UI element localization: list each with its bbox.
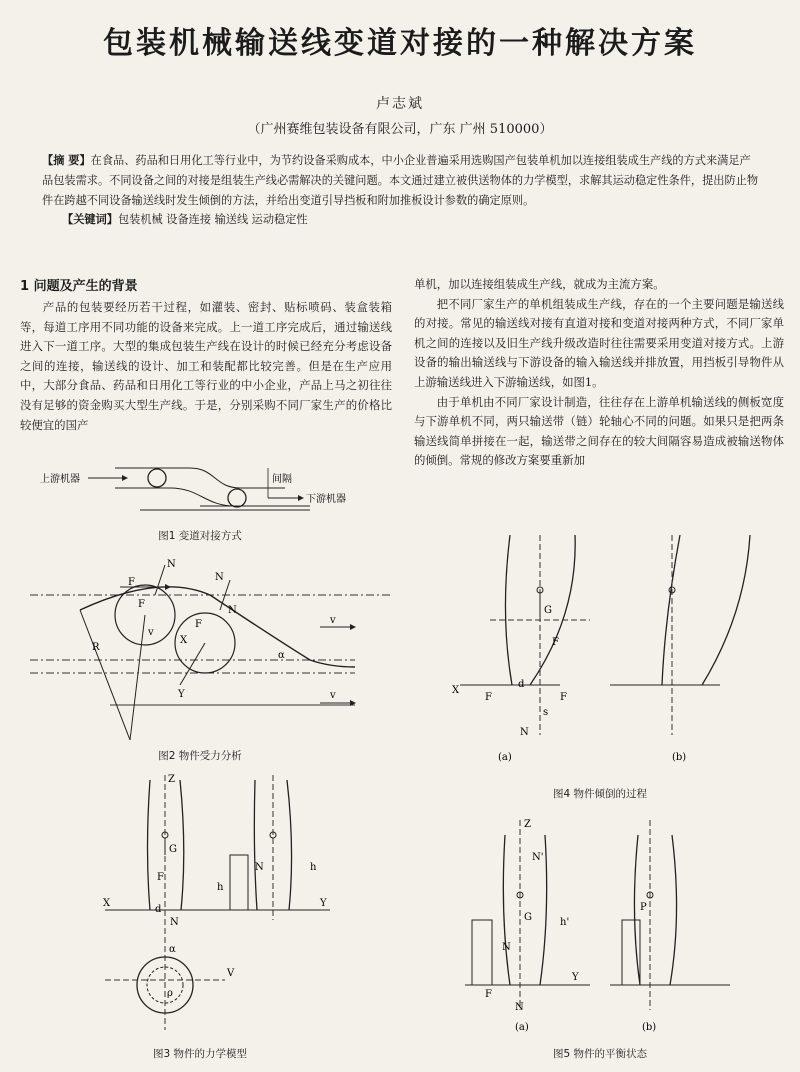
figure-3-caption: 图3 物件的力学模型 [152,1048,248,1060]
keywords-text: 包装机械 设备连接 输送线 运动稳定性 [117,213,308,226]
fig4-sub-a: (a) [498,752,512,763]
paragraph-2: 把不同厂家生产的单机组装成生产线，存在的一个主要问题是输送线的对接。常见的输送线对接有直道对接和变道对接两种方式，不同厂家单机之间的连接以及旧生产线升级改造时往往需要采用变道对接方式。上游设备的输出输送线与下游设备的输入输送线并排放置，用挡板引导物件从上游输送线进入下游输送线，如图1。 [414,296,784,389]
fig2-label-N1: N [215,572,224,583]
paragraph-1: 产品的包装要经历若干过程，如灌装、密封、贴标喷码、装盒装箱等，每道工序用不同功能的设备来完成。上一道工序完成后，通过输送线进入下一道工序。大型的集成包装生产线在设计的时候已经充分考虑设备之间的连接，输送线的设计、加工和装配都比较完善。但是在生产应用中，大部分食品、药品和日用化工等行业的中小企业，产品上马之初往往没有足够的资金购买大型生产线。于是，分别采购不同厂家生产的价格比较便宜的国产 [20,300,392,432]
fig2-label-F2: F [195,619,202,630]
fig5-label-h: h' [560,917,570,928]
abstract-text: 在食品、药品和日用化工等行业中，为节约设备采购成本，中小企业普遍采用选购国产包装单机加以连接组装成生产线的方式来满足产品包装需求。不同设备之间的对接是组装生产线必需解决的关键问题。本文通过建立被供送物体的力学模型，求解其运动稳定性条件，提出防止物件在跨越不同设备输送线时发生倾倒的方法，并给出变道引导挡板和附加推板设计参数的确定原则。 [42,154,759,207]
fig2-label-v0: v [330,615,336,626]
figure-1 [40,458,390,518]
paragraph-1-continued: 单机，加以连接组装成生产线，就成为主流方案。 [414,277,665,291]
fig3-label-d: d [155,904,162,915]
fig3-label-N: N [255,862,264,873]
fig4-label-F4: F [560,692,567,703]
figure-4 [440,535,780,770]
fig4-label-F: F [552,637,559,648]
fig2-label-R: R [92,642,100,653]
fig4-label-Nd: N [520,727,529,738]
fig4-label-F3: F [485,692,492,703]
fig3-label-Nd: N [170,917,179,928]
fig4-label-X: X [452,685,460,696]
fig3-label-rho: ρ [167,988,173,999]
fig5-label-F5: F [485,989,492,1000]
fig3-label-G: G [169,844,177,855]
author: 卢志斌 [376,96,424,112]
fig3-label-V: V [227,968,235,979]
fig3-label-X: X [103,898,111,909]
fig3-label-Y: Y [320,898,327,909]
fig5-sub-a: (a) [515,1022,529,1033]
fig4-label-G: G [544,605,552,616]
fig2-label-N2: N [228,605,237,616]
fig5-label-Np: N' [532,852,544,863]
column-right [414,275,784,471]
paragraph-3: 由于单机由不同厂家设计制造，往往存在上游单机输送线的侧板宽度与下游单机不同，两只输送带（链）轮轴心不同的问题。如果只是把两条输送线简单拼接在一起，输送带之间存在的较大间隔容易造成被输送物体的倾倒。常规的修改方案要重新加 [414,394,784,468]
figure-5 [460,815,780,1040]
abstract-label: 【摘 要】 [42,153,91,167]
fig2-label-v1: v [330,690,336,701]
fig2-label-v2: v [148,627,154,638]
abstract [42,150,758,211]
fig3-label-h: h [217,882,224,893]
fig1-downstream-label: 下游机器 [306,494,346,505]
fig4-sub-b: (b) [672,752,687,763]
keywords [62,211,762,227]
figure-1-caption: 图1 变道对接方式 [158,530,242,542]
fig4-label-s: s [543,707,549,718]
keywords-label: 【关键词】 [62,212,118,226]
fig3-label-Z: Z [168,774,175,785]
affiliation: （广州赛维包装设备有限公司，广东 广州 510000） [247,122,553,137]
section-heading: 1 问题及产生的背景 [20,279,138,294]
fig3-label-F: F [157,872,164,883]
fig1-upstream-label: 上游机器 [40,474,80,485]
fig2-label-F1: F [138,599,145,610]
figure-4-caption: 图4 物件倾倒的过程 [552,788,648,800]
figure-2 [30,555,390,745]
fig5-label-G: G [524,912,532,923]
fig5-label-Y: Y [572,972,579,983]
fig2-label-N: N [167,559,176,570]
paper-title: 包装机械输送线变道对接的一种解决方案 [103,26,697,61]
fig2-label-X: X [180,635,188,646]
fig3-label-alpha: α [169,944,176,955]
fig4-label-d: d [518,679,525,690]
fig5-sub-b: (b) [642,1022,657,1033]
fig2-label-alpha: α [278,650,285,661]
fig5-label-Nd: N [515,1002,524,1013]
figure-3 [95,770,355,1040]
figure-2-caption: 图2 物件受力分析 [158,750,242,762]
fig5-label-Z: Z [524,819,531,830]
column-left [20,275,392,435]
figure-5-caption: 图5 物件的平衡状态 [552,1048,648,1060]
fig3-label-hd: h [310,862,317,873]
fig1-gap-label: 间隔 [272,474,292,485]
fig2-label-F: F [128,577,135,588]
fig5-label-N: N [502,942,511,953]
fig2-label-Y: Y [178,689,185,700]
fig5-label-P: P [640,902,647,913]
